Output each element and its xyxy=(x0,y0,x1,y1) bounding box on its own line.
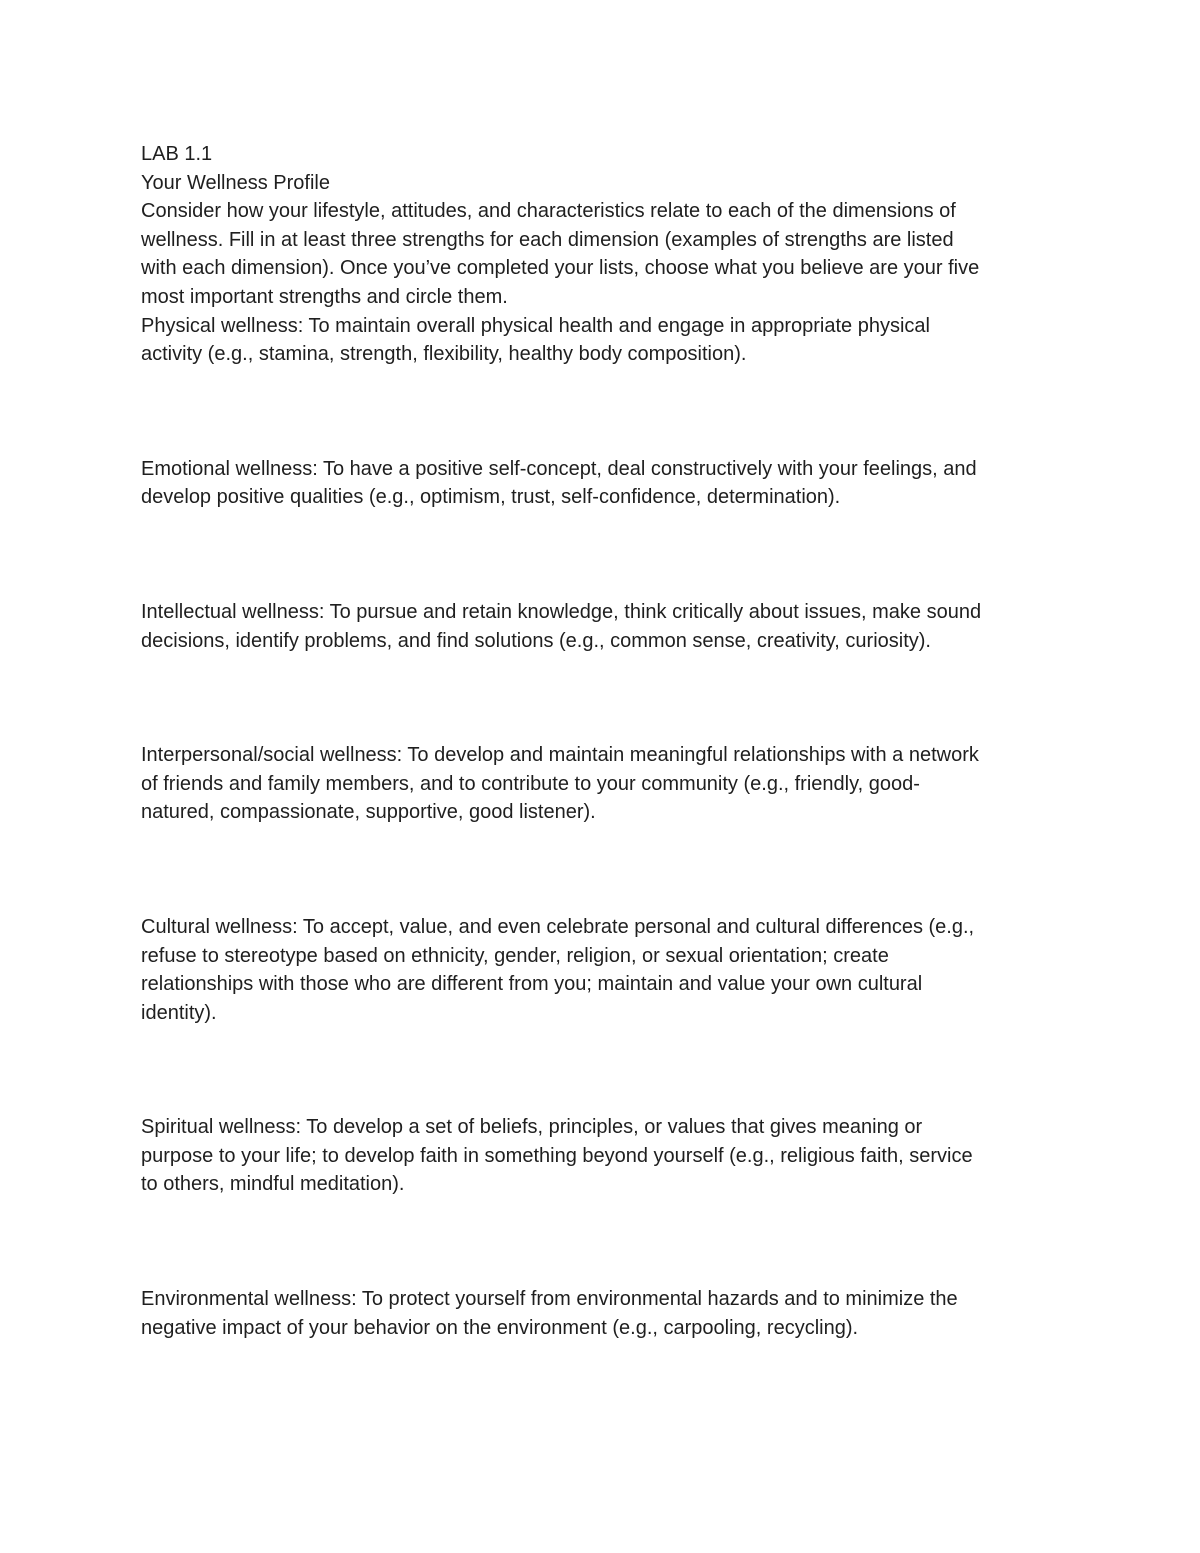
interpersonal-wellness-line: Interpersonal/social wellness: To develop and maintain meaningful relationships with a network xyxy=(141,744,979,767)
instructions-line: wellness. Fill in at least three strengths for each dimension (examples of strengths are listed xyxy=(141,228,954,251)
intellectual-wellness-paragraph xyxy=(141,598,1061,655)
instructions-paragraph xyxy=(141,197,1061,311)
emotional-wellness-line: Emotional wellness: To have a positive self-concept, deal constructively with your feelings, and xyxy=(141,457,977,480)
document-body xyxy=(141,140,1061,1342)
physical-wellness-line: activity (e.g., stamina, strength, flexibility, healthy body composition). xyxy=(141,343,747,366)
environmental-wellness-line: negative impact of your behavior on the environment (e.g., carpooling, recycling). xyxy=(141,1316,859,1339)
answer-space-interpersonal[interactable] xyxy=(141,827,1061,913)
cultural-wellness-line: Cultural wellness: To accept, value, and even celebrate personal and cultural differences (e.g., xyxy=(141,915,975,938)
emotional-wellness-line: develop positive qualities (e.g., optimism, trust, self-confidence, determination). xyxy=(141,486,841,509)
spiritual-wellness-paragraph xyxy=(141,1113,1061,1199)
lab-number: LAB 1.1 xyxy=(141,143,213,165)
intellectual-wellness-line: Intellectual wellness: To pursue and retain knowledge, think critically about issues, make sound xyxy=(141,600,982,623)
intellectual-wellness-line: decisions, identify problems, and find solutions (e.g., common sense, creativity, curiosity). xyxy=(141,629,931,652)
answer-space-spiritual[interactable] xyxy=(141,1199,1061,1285)
spiritual-wellness-line: purpose to your life; to develop faith in something beyond yourself (e.g., religious faith, service xyxy=(141,1144,973,1167)
cultural-wellness-paragraph xyxy=(141,913,1061,1027)
physical-wellness-paragraph xyxy=(141,312,1061,369)
answer-space-physical[interactable] xyxy=(141,369,1061,455)
spiritual-wellness-line: Spiritual wellness: To develop a set of beliefs, principles, or values that gives meaning or xyxy=(141,1116,923,1139)
cultural-wellness-line: relationships with those who are different from you; maintain and value your own cultural xyxy=(141,973,923,996)
instructions-line: most important strengths and circle them. xyxy=(141,285,508,308)
interpersonal-wellness-line: of friends and family members, and to contribute to your community (e.g., friendly, good- xyxy=(141,772,920,795)
lab-title: Your Wellness Profile xyxy=(141,171,330,194)
interpersonal-wellness-line: natured, compassionate, supportive, good listener). xyxy=(141,801,596,824)
instructions-line: Consider how your lifestyle, attitudes, and characteristics relate to each of the dimensions of xyxy=(141,200,956,223)
instructions-line: with each dimension). Once you’ve completed your lists, choose what you believe are your five xyxy=(141,257,980,280)
answer-space-cultural[interactable] xyxy=(141,1027,1061,1113)
environmental-wellness-line: Environmental wellness: To protect yourself from environmental hazards and to minimize the xyxy=(141,1288,958,1311)
environmental-wellness-paragraph xyxy=(141,1285,1061,1342)
cultural-wellness-line: identity). xyxy=(141,1001,217,1024)
answer-space-intellectual[interactable] xyxy=(141,655,1061,741)
cultural-wellness-line: refuse to stereotype based on ethnicity, gender, religion, or sexual orientation; create xyxy=(141,944,889,967)
spiritual-wellness-line: to others, mindful meditation). xyxy=(141,1173,405,1196)
answer-space-emotional[interactable] xyxy=(141,512,1061,598)
interpersonal-wellness-paragraph xyxy=(141,741,1061,827)
physical-wellness-line: Physical wellness: To maintain overall physical health and engage in appropriate physical xyxy=(141,314,930,337)
emotional-wellness-paragraph xyxy=(141,455,1061,512)
